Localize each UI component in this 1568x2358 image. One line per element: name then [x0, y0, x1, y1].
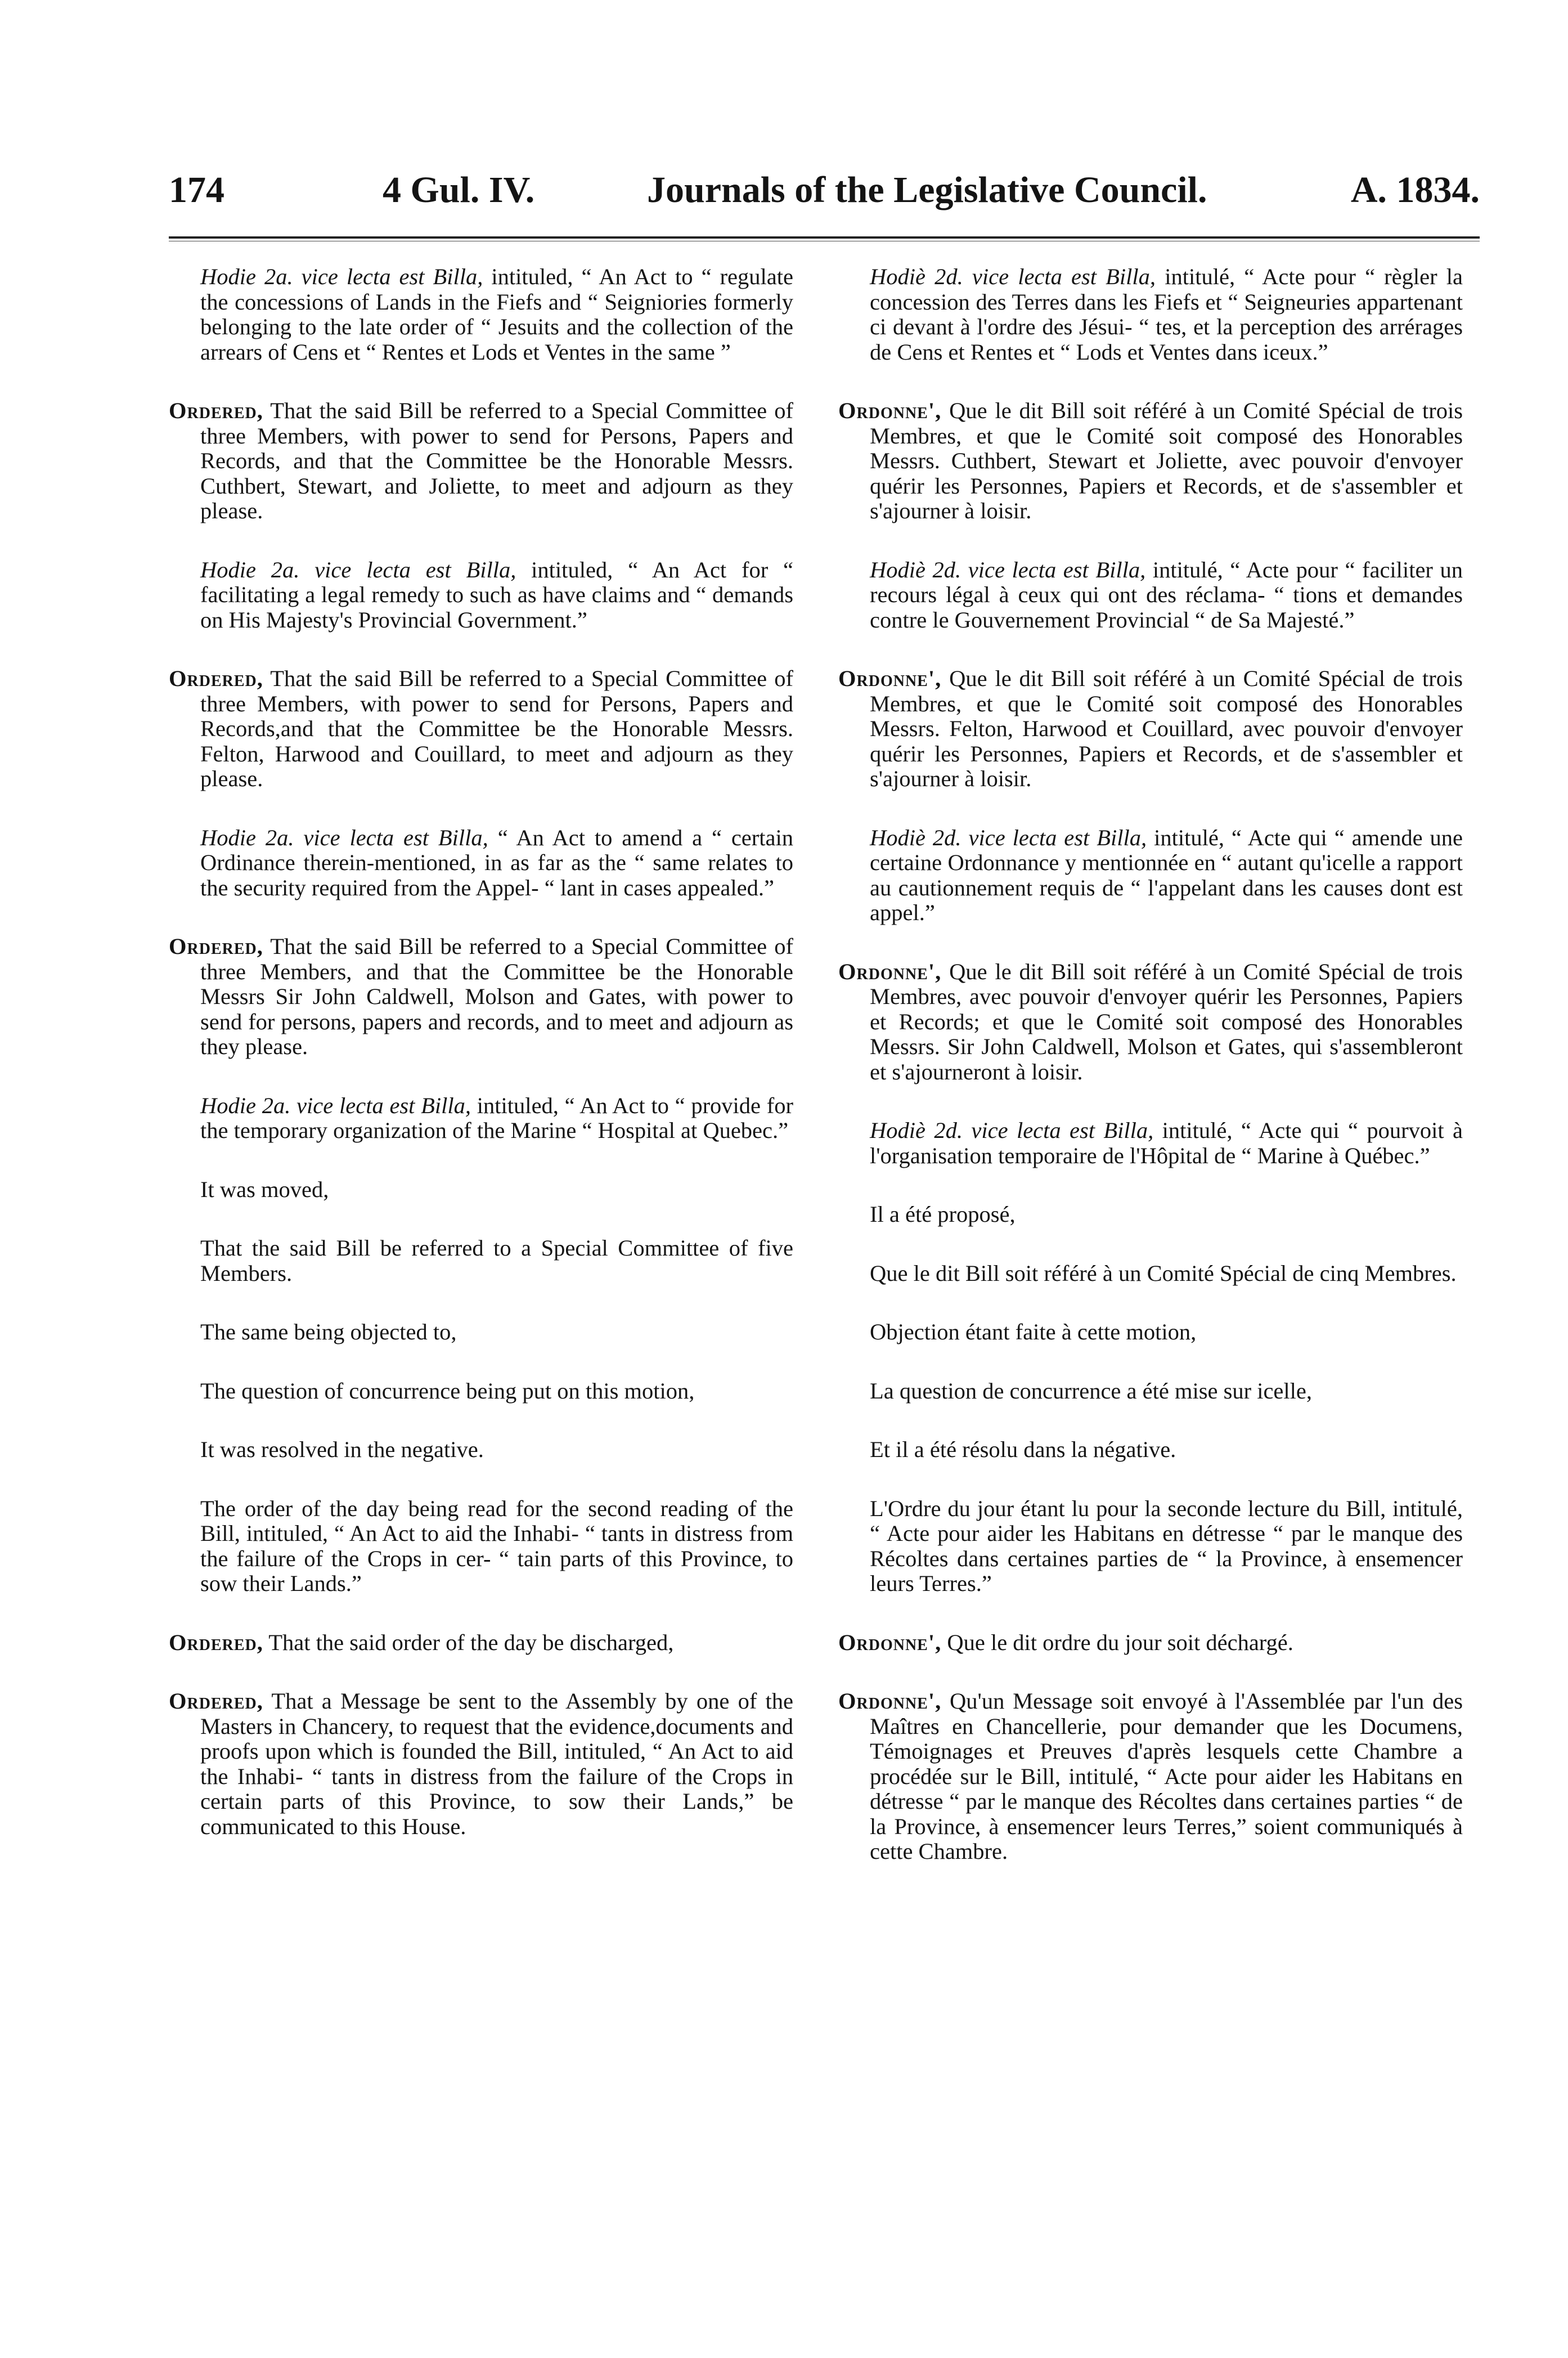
paragraph-text: Objection étant faite à cette motion,: [870, 1319, 1197, 1344]
french-paragraph-3: [838, 666, 1463, 792]
paragraph-text: intituled, “ An Act to “ regulate the concessions of Lands in the Fiefs and “ Seigniories formerly belonging to the late order of “ Jesuits and the collection of the arrears of Cens et “ Rentes et Lods et Ventes in the same ”: [200, 264, 793, 365]
paragraph-text: intitulé, “ Acte qui “ pourvoit à l'organisation temporaire de l'Hôpital de “ Marine à Québec.”: [870, 1118, 1463, 1168]
paragraph-text: That a Message be sent to the Assembly by one of the Masters in Chancery, to request that the evidence,documents and proofs upon which is founded the Bill, intituled, “ An Act to aid the Inhabi- “ tants in distress from the failure of the Crops in certain parts of this Province, to sow their Lands,” be communicated to this House.: [200, 1688, 793, 1839]
english-paragraph-6: [169, 1093, 793, 1144]
ordered-lead: Ordonne',: [838, 1629, 942, 1655]
paragraph-text: La question de concurrence a été mise sur icelle,: [870, 1378, 1313, 1404]
english-paragraph-5: [169, 934, 793, 1060]
french-paragraph-4: [838, 826, 1463, 926]
paragraph-text: That the said order of the day be discharged,: [263, 1629, 674, 1655]
paragraph-text: That the said Bill be referred to a Special Committee of three Members, and that the Committee be the Honorable Messrs Sir John Caldwell, Molson and Gates, with power to send for persons, papers and records, and to meet and adjourn as they please.: [200, 934, 793, 1059]
latin-lead: Hodiè 2d. vice lecta est Billa,: [870, 1118, 1154, 1143]
french-paragraph-8: [838, 1261, 1463, 1286]
latin-lead: Hodie 2a. vice lecta est Billa,: [200, 824, 488, 850]
ordered-lead: Ordonne',: [838, 958, 942, 984]
journal-title: Journals of the Legislative Council.: [647, 169, 1207, 210]
paragraph-text: Qu'un Message soit envoyé à l'Assemblée par l'un des Maîtres en Chancellerie, pour demander que les Documens, Témoignages et Preuves d'après lesquels cette Chambre a procédée sur le Bill, intitulé, “ Acte pour aider les Habitans en détresse “ par le manque des Récoltes dans certaines parties “ de la Province, à ensemencer leurs Terres,” soient communiqués à cette Chambre.: [870, 1688, 1463, 1864]
paragraph-text: intituled, “ An Act to “ provide for the temporary organization of the Marine “ Hospital at Quebec.”: [200, 1092, 793, 1143]
paragraph-text: Et il a été résolu dans la négative.: [870, 1437, 1176, 1462]
english-paragraph-11: [169, 1437, 793, 1463]
latin-lead: Hodie 2a. vice lecta est Billa,: [200, 557, 516, 582]
ordered-lead: Ordered,: [169, 398, 263, 423]
latin-lead: Hodiè 2d. vice lecta est Billa,: [870, 557, 1146, 582]
header-rule: [169, 236, 1480, 239]
french-paragraph-0: [838, 265, 1463, 365]
english-paragraph-9: [169, 1320, 793, 1345]
paragraph-text: The order of the day being read for the second reading of the Bill, intituled, “ An Act to aid the Inhabi- “ tants in distress from the failure of the Crops in cer- “ tain parts of this Province, to sow their Lands.”: [200, 1495, 793, 1596]
french-paragraph-9: [838, 1320, 1463, 1345]
paragraph-text: Que le dit ordre du jour soit déchargé.: [941, 1629, 1293, 1655]
ordered-lead: Ordered,: [169, 666, 263, 691]
paragraph-text: It was moved,: [200, 1176, 329, 1202]
ordered-lead: Ordered,: [169, 1629, 263, 1655]
latin-lead: Hodie 2a. vice lecta est Billa,: [200, 1092, 471, 1118]
paragraph-text: That the said Bill be referred to a Special Committee of three Members, with power to send for Persons, Papers and Records,and that the Committee be the Honorable Messrs. Felton, Harwood and Couillard, to meet and adjourn as they please.: [200, 666, 793, 791]
english-paragraph-1: [169, 398, 793, 524]
paragraph-text: L'Ordre du jour étant lu pour la seconde lecture du Bill, intitulé, “ Acte pour aider les Habitans en détresse “ par le manque des Récoltes dans certaines parties de “ la Province, à ensemencer leurs Terres.”: [870, 1495, 1463, 1596]
french-paragraph-7: [838, 1202, 1463, 1227]
paragraph-text: It was resolved in the negative.: [200, 1437, 484, 1462]
paragraph-text: Que le dit Bill soit référé à un Comité Spécial de trois Membres, et que le Comité soit composé des Honorables Messrs. Cuthbert, Stewart et Joliette, avec pouvoir d'envoyer quérir les Personnes, Papiers et Records, et de s'assembler et s'ajourner à loisir.: [870, 398, 1463, 523]
latin-lead: Hodiè 2d. vice lecta est Billa,: [870, 264, 1156, 289]
paragraph-text: Il a été proposé,: [870, 1202, 1016, 1227]
english-paragraph-12: [169, 1496, 793, 1597]
english-paragraph-13: [169, 1630, 793, 1656]
ordered-lead: Ordered,: [169, 934, 263, 959]
french-paragraph-13: [838, 1630, 1463, 1656]
english-paragraph-14: [169, 1689, 793, 1839]
english-paragraph-8: [169, 1236, 793, 1286]
year: A. 1834.: [1350, 169, 1480, 210]
paragraph-text: Que le dit Bill soit référé à un Comité Spécial de trois Membres, et que le Comité soit composé des Honorables Messrs. Felton, Harwood et Couillard, avec pouvoir d'envoyer quérir les Personnes, Papiers et Records, et de s'assembler et s'ajourner à loisir.: [870, 666, 1463, 791]
french-paragraph-6: [838, 1118, 1463, 1168]
english-paragraph-0: [169, 265, 793, 365]
french-paragraph-10: [838, 1379, 1463, 1404]
paragraph-text: intitulé, “ Acte qui “ amende une certaine Ordonnance y mentionnée en “ autant qu'icelle a rapport au cautionnement requis de “ l'appelant dans les causes dont est appel.”: [870, 824, 1463, 925]
french-paragraph-14: [838, 1689, 1463, 1864]
english-paragraph-7: [169, 1177, 793, 1203]
english-paragraph-2: [169, 558, 793, 633]
english-paragraph-3: [169, 666, 793, 792]
paragraph-text: intitulé, “ Acte pour “ faciliter un recours légal à ceux qui ont des réclama- “ tions et demandes contre le Gouvernement Provincial “ de Sa Majesté.”: [870, 557, 1463, 633]
french-paragraph-2: [838, 558, 1463, 633]
paragraph-text: That the said Bill be referred to a Special Committee of three Members, with power to send for Persons, Papers and Records, and that the Committee be the Honorable Messrs. Cuthbert, Stewart, and Joliette, to meet and adjourn as they please.: [200, 398, 793, 523]
latin-lead: Hodie 2a. vice lecta est Billa,: [200, 264, 483, 289]
page-header: [169, 169, 1480, 219]
paragraph-text: intituled, “ An Act for “ facilitating a legal remedy to such as have claims and “ demands on His Majesty's Provincial Government.”: [200, 557, 793, 633]
paragraph-text: That the said Bill be referred to a Special Committee of five Members.: [200, 1235, 793, 1286]
regnal-year: 4 Gul. IV.: [383, 169, 535, 210]
french-paragraph-5: [838, 960, 1463, 1085]
english-paragraph-4: [169, 826, 793, 901]
latin-lead: Hodiè 2d. vice lecta est Billa,: [870, 824, 1147, 850]
french-paragraph-12: [838, 1496, 1463, 1597]
paragraph-text: intitulé, “ Acte pour “ règler la concession des Terres dans les Fiefs et “ Seigneuries appartenant ci devant à l'ordre des Jésui- “ tes, et la perception des arrérages de Cens et Rentes et “ Lods et Ventes dans iceux.”: [870, 264, 1463, 365]
paragraph-text: The question of concurrence being put on this motion,: [200, 1378, 695, 1404]
english-paragraph-10: [169, 1379, 793, 1404]
english-column: [169, 265, 793, 1873]
ordered-lead: Ordered,: [169, 1688, 263, 1714]
ordered-lead: Ordonne',: [838, 398, 942, 423]
ordered-lead: Ordonne',: [838, 666, 942, 691]
page-number: 174: [169, 169, 224, 210]
french-column: [838, 265, 1463, 1898]
paragraph-text: “ An Act to amend a “ certain Ordinance therein-mentioned, in as far as the “ same relates to the security required from the Appel- “ lant in cases appealed.”: [200, 824, 793, 900]
paragraph-text: The same being objected to,: [200, 1319, 457, 1344]
paragraph-text: Que le dit Bill soit référé à un Comité Spécial de cinq Membres.: [870, 1260, 1457, 1286]
french-paragraph-1: [838, 398, 1463, 524]
french-paragraph-11: [838, 1437, 1463, 1463]
ordered-lead: Ordonne',: [838, 1688, 942, 1714]
paragraph-text: Que le dit Bill soit référé à un Comité Spécial de trois Membres, avec pouvoir d'envoyer quérir les Personnes, Papiers et Records; et que le Comité soit composé des Honorables Messrs. Sir John Caldwell, Molson et Gates, qui s'assembleront et s'ajourneront à loisir.: [870, 958, 1463, 1084]
